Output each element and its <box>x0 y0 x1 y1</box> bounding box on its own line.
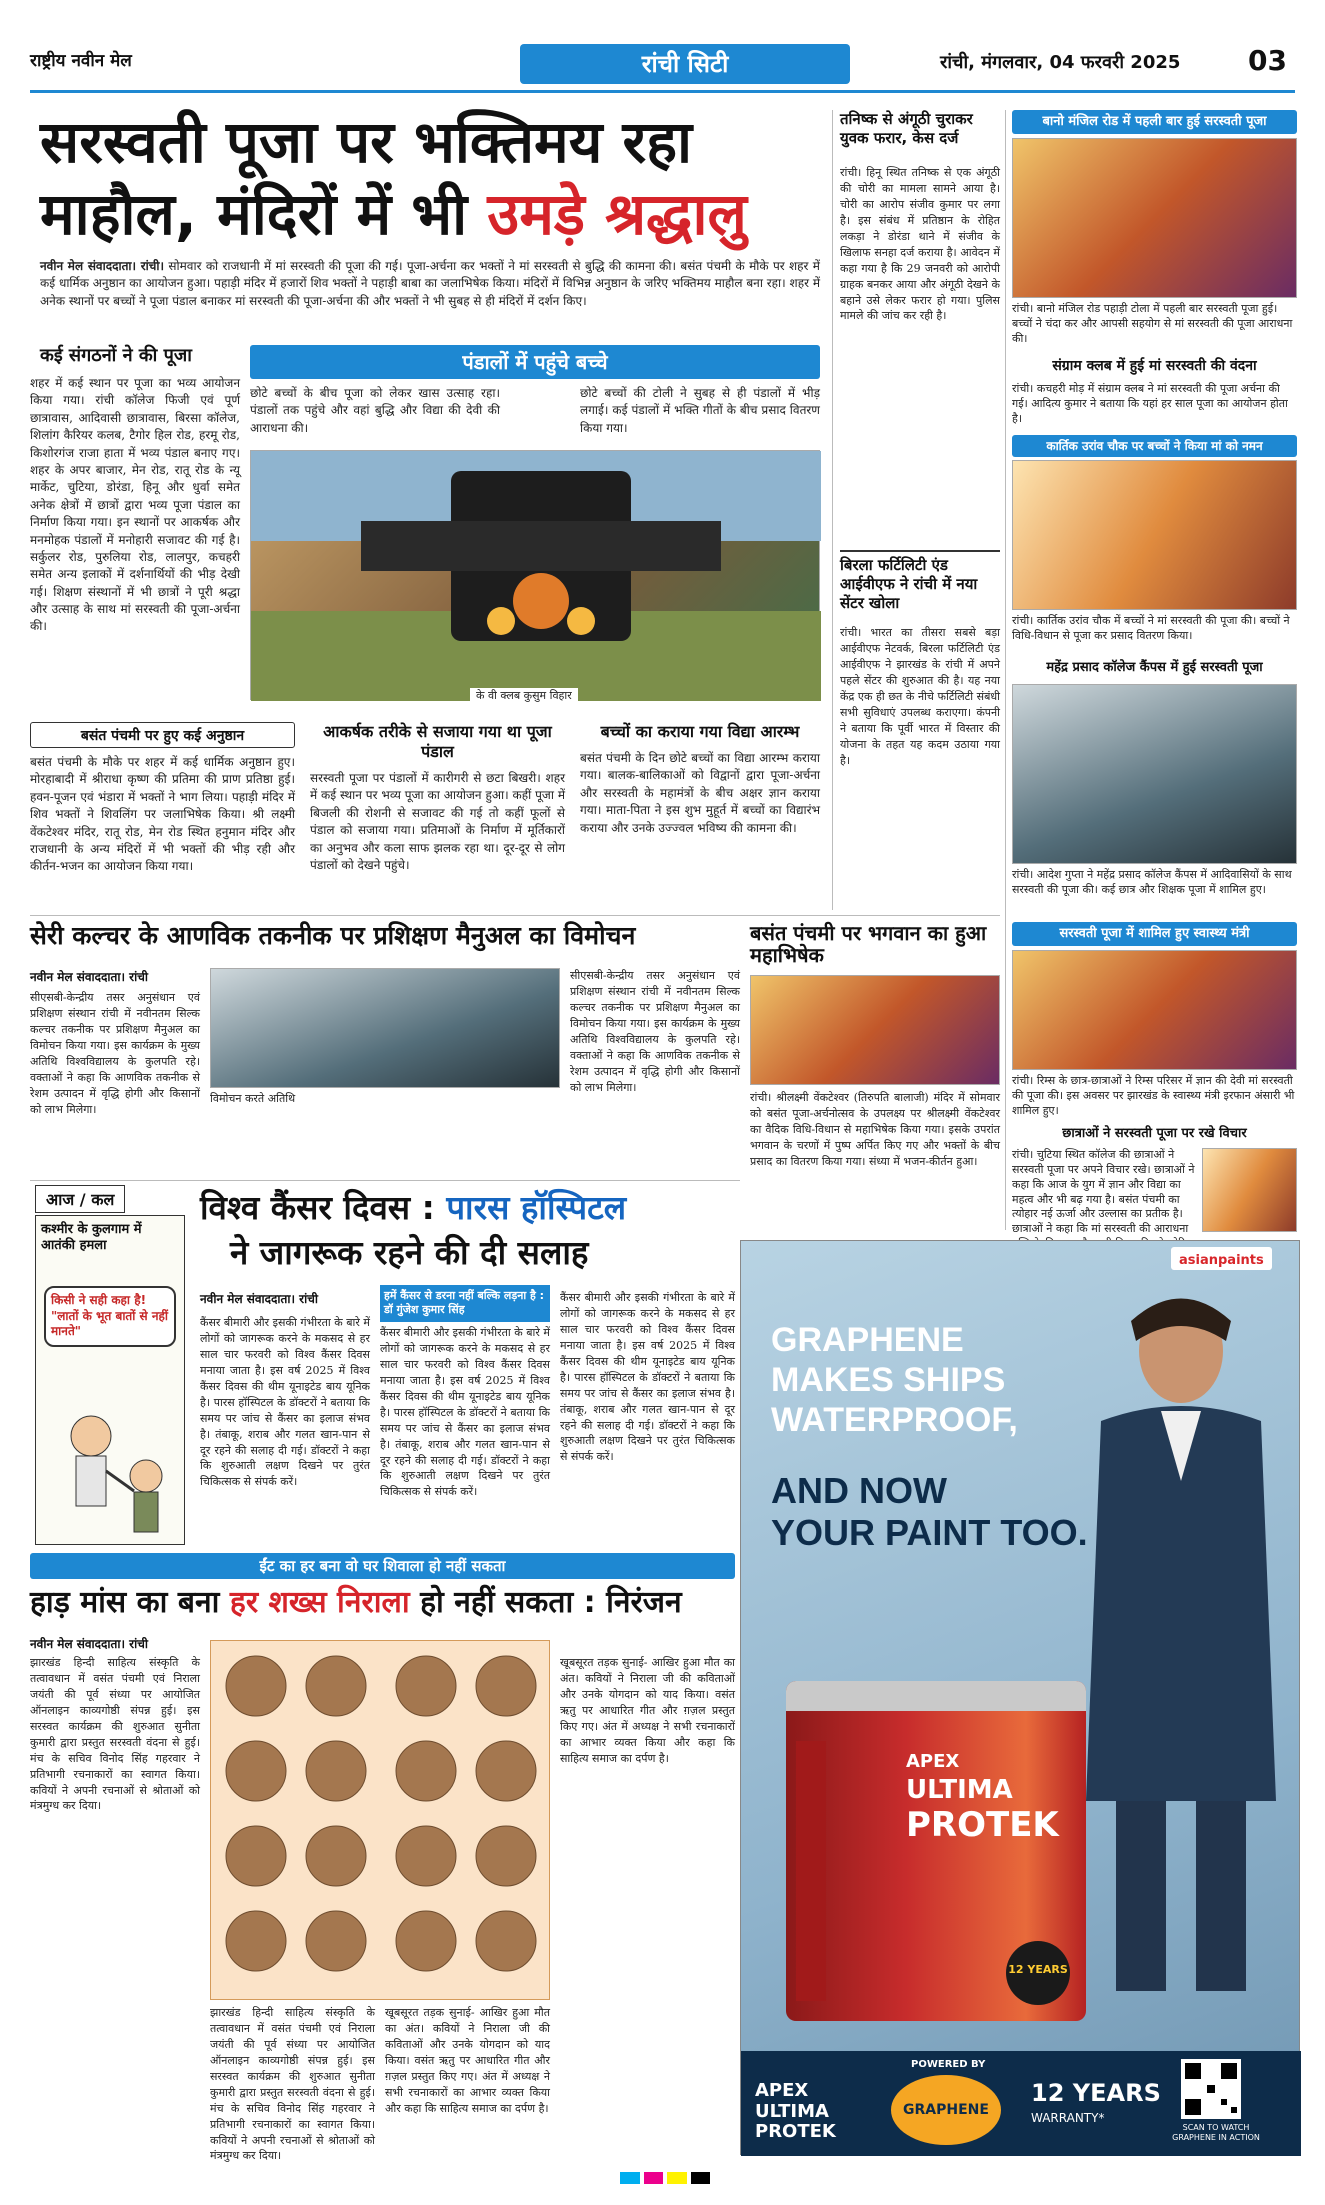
ad-can-protek: PROTEK <box>906 1805 1059 1845</box>
ad-brand: asianpaints <box>1179 1253 1264 1268</box>
niranjan-title-a: हाड़ मांस का बना <box>30 1585 220 1620</box>
issue-date: रांची, मंगलवार, 04 फरवरी 2025 <box>940 52 1181 73</box>
niranjan-text: झारखंड हिन्दी साहित्य संस्कृति के तत्वावधान में वसंत पंचमी एवं निराला जयंती की पूर्व संध्या पर आयोजित ऑनलाइन काव्यगोष्ठी संपन्न हुई। इस सरस्वत कार्यक्रम की शुरुआत सुनीता कुमारी द्वारा प्रस्तुत सरस्वती वंदना से हुई। मंच के सचिव विनोद सिंह गहरवार ने प्रतिभागी रचनाकारों का स्वागत किया। कवियों ने अपनी रचनाओं से श्रोताओं को मंत्रमुग्ध कर दिया। <box>30 1656 200 1813</box>
seri-byline: नवीन मेल संवाददाता। रांची <box>30 970 148 984</box>
ad-line1: GRAPHENE <box>771 1321 964 1359</box>
cartoon-figure <box>46 1406 176 1536</box>
photo4-image <box>1012 684 1297 864</box>
lead-headline-line2a: माहौल, मंदिरों में भी <box>40 180 468 248</box>
photo5-title: सरस्वती पूजा में शामिल हुए स्वास्थ्य मंत्री <box>1012 922 1297 946</box>
niranjan-title-b: हर शख्स निराला <box>229 1585 410 1620</box>
lead-intro-text: सोमवार को राजधानी में मां सरस्वती की पूजा की गई। पूजा-अर्चना कर भक्तों ने मां सरस्वती से बुद्धि की कामना की। बसंत पंचमी के मौके पर शहर में कई धार्मिक अनुष्ठान का आयोजन हुआ। पहाड़ी मंदिर में हजारों शिव भक्तों ने पहाड़ी बाबा का जलाभिषेक किया। मंदिरों में विभिन्न अनुष्ठान के जरिए भक्तिमय माहौल बना रहा। शहर में अनेक स्थानों पर बच्चों ने पूजा पंडाल बनाकर मां सरस्वती की पूजा-अर्चना की और भक्तों ने भी सुबह से ही मंदिरों में दर्शन किए। <box>40 259 820 308</box>
asianpaints-ad[interactable] <box>740 1240 1300 2155</box>
photo4-caption: रांची। आदेश गुप्ता ने महेंद्र प्रसाद कॉलेज कैंपस में आदिवासियों के साथ सरस्वती की पूजा की। कई छात्र और शिक्षक पूजा में शामिल हुए। <box>1012 868 1292 896</box>
lead-sub1-text: शहर में कई स्थान पर पूजा का भव्य आयोजन किया गया। रांची कॉलेज फिजी एवं पूर्ण छात्रावास, आदिवासी छात्रावास, बिरसा कॉलेज, शिलांग कैरियर कलब, टैगोर हिल रोड, हरमू रोड, किशोरगंज राजा हाता में भव्य पंडाल बनाए गए। शहर के अपर बाजार, मेन रोड, रातू रोड के न्यू मार्केट, चुटिया, डोरंडा, हिनू और धुर्वा समेत अनेक क्षेत्रों में छात्रों द्वारा भव्य पूजा पंडाल का निर्माण किया गया। इन स्थानों पर आकर्षक और मनमोहक पंडालों में मनोहारी सजावट की गई है। सर्कुलर रोड, पुरुलिया रोड, लालपुर, कचहरी समेत अन्य इलाकों में दर्शनार्थियों की भीड़ देखी गई। शिक्षण संस्थानों में भी छात्रों ने पूरी श्रद्धा और उत्साह के साथ मां सरस्वती की पूजा-अर्चना की। <box>30 376 240 634</box>
header-rule <box>30 90 1295 93</box>
photo4-title: महेंद्र प्रसाद कॉलेज कैंपस में हुई सरस्वती पूजा <box>1046 660 1263 675</box>
col-c-text: बसंत पंचमी के दिन छोटे बच्चों का विद्या आरम्भ कराया गया। बालक-बालिकाओं को विद्वानों द्वारा पूजा-अर्चना और सरस्वती के महामंत्रों के बीच अक्षर ज्ञान कराया गया। माता-पिता ने इस शुभ मुहूर्त में बच्चों का विद्यारंभ कराया और उनके उज्ज्वल भविष्य की कामना की। <box>580 751 820 835</box>
ad-line5: YOUR PAINT TOO. <box>771 1512 1088 1553</box>
pandal-text-left: छोटे बच्चों के बीच पूजा को लेकर खास उत्साह रहा। पंडालों तक पहुंचे और वहां बुद्धि और विद्या की देवी की आराधना की। <box>250 386 500 435</box>
photo1-title: बानो मंजिल रोड में पहली बार हुई सरस्वती पूजा <box>1012 110 1297 134</box>
cancer-text-col1: कैंसर बीमारी और इसकी गंभीरता के बारे में लोगों को जागरूक करने के मकसद से हर साल चार फरवरी को विश्व कैंसर दिवस मनाया जाता है। इस वर्ष 2025 में विश्व कैंसर दिवस की थीम यूनाइटेड बाय यूनिक है। पारस हॉस्पिटल के डॉक्टरों ने बताया कि समय पर जांच से कैंसर का इलाज संभव है। तंबाकू, शराब और गलत खान-पान से दूर रहने की सलाह दी गई। डॉक्टरों ने कहा कि शुरुआती लक्षण दिखने पर तुरंत चिकित्सक से संपर्क करें। <box>200 1316 370 1489</box>
col-b-text: सरस्वती पूजा पर पंडालों में कारीगरी से छटा बिखरी। शहर में कई स्थान पर भव्य पूजा का आयोजन हुआ। कहीं पूजा में बिजली की रोशनी से सजावट की गई तो कहीं फूलों से पंडाल को सजाया गया। प्रतिमाओं के निर्माण में मूर्तिकारों का अनुभव और कला साफ झलक रहा था। दूर-दूर से लोग पंडालों को देखने पहुंचे। <box>310 771 565 872</box>
ad-footer-graphene-badge: GRAPHENE <box>891 2075 1001 2145</box>
pandal-text-right: छोटे बच्चों की टोली ने सुबह से ही पंडालों में भीड़ लगाई। कई पंडालों में भक्ति गीतों के बीच प्रसाद वितरण किया गया। <box>580 386 820 435</box>
lead-sub1-title: कई संगठनों ने की पूजा <box>40 345 192 366</box>
cartoon-tag: आज / कल <box>35 1185 125 1213</box>
ad-line3: WATERPROOF, <box>771 1401 1018 1439</box>
ad-line4: AND NOW <box>771 1470 947 1511</box>
seri-title: सेरी कल्चर के आणविक तकनीक पर प्रशिक्षण मैनुअल का विमोचन <box>30 921 636 950</box>
black-mark <box>691 2172 711 2184</box>
photo2-title: संग्राम क्लब में हुई मां सरस्वती की वंदना <box>1052 358 1257 374</box>
col-b-title: आकर्षक तरीके से सजाया गया था पूजा पंडाल <box>323 722 552 761</box>
cartoon-panel <box>35 1215 185 1545</box>
qr-code-icon <box>1181 2059 1241 2119</box>
pandal-photo <box>250 450 820 700</box>
photo3-image <box>1012 460 1297 610</box>
basant-photo <box>750 975 1000 1085</box>
cancer-byline: नवीन मेल संवाददाता। रांची <box>200 1292 318 1306</box>
lead-byline: नवीन मेल संवाददाता। रांची। <box>40 259 165 273</box>
cancer-text-col3: कैंसर बीमारी और इसकी गंभीरता के बारे में लोगों को जागरूक करने के मकसद से हर साल चार फरवरी को विश्व कैंसर दिवस मनाया जाता है। इस वर्ष 2025 में विश्व कैंसर दिवस की थीम यूनाइटेड बाय यूनिक है। पारस हॉस्पिटल के डॉक्टरों ने बताया कि समय पर जांच से कैंसर का इलाज संभव है। तंबाकू, शराब और गलत खान-पान से दूर रहने की सलाह दी गई। डॉक्टरों ने कहा कि शुरुआती लक्षण दिखने पर तुरंत चिकित्सक से संपर्क करें। <box>560 1291 735 1464</box>
col-a-title: बसंत पंचमी पर हुए कई अनुष्ठान <box>30 722 295 748</box>
photo2-caption: रांची। कचहरी मोड़ में संग्राम क्लब ने मां सरस्वती की पूजा अर्चना की गई। आदित्य कुमार ने बताया कि यहां हर साल पूजा का आयोजन होता है। <box>1012 382 1288 425</box>
col-c-title: बच्चों का कराया गया विद्या आरम्भ <box>600 722 800 741</box>
section-rule <box>30 915 1000 916</box>
ad-footer-warranty: WARRANTY* <box>1031 2111 1105 2125</box>
ad-line2: MAKES SHIPS <box>771 1361 1006 1399</box>
lead-intro <box>40 258 820 310</box>
pandal-photo-art <box>251 451 821 701</box>
magenta-mark <box>644 2172 664 2184</box>
niranjan-title <box>30 1586 735 1620</box>
cancer-title-a: विश्व कैंसर दिवस : <box>200 1188 435 1227</box>
niranjan-text-col3: खूबसूरत तड़क सुनाई- आखिर हुआ मौत का अंत। कवियों ने निराला जी की कविताओं और उनके योगदान को याद किया। वसंत ऋतु पर आधारित गीत और ग़ज़ल प्रस्तुत किए गए। अंत में अध्यक्ष ने सभी रचनाकारों का आभार व्यक्त किया और कहा कि साहित्य समाज का दर्पण है। <box>385 2006 550 2115</box>
cancer-quote: हमें कैंसर से डरना नहीं बल्कि लड़ना है : डॉ गुंजेश कुमार सिंह <box>380 1285 550 1322</box>
story1-title: तनिष्क से अंगूठी चुराकर युवक फरार, केस दर्ज <box>840 110 973 147</box>
photo3-title: कार्तिक उरांव चौक पर बच्चों ने किया मां को नमन <box>1012 435 1297 457</box>
section-banner: रांची सिटी <box>520 44 850 84</box>
pandal-photo-caption: के वी क्लब कुसुम विहार <box>470 688 578 705</box>
photo3-caption: रांची। कार्तिक उरांव चौक में बच्चों ने मां सरस्वती की पूजा की। बच्चों ने विधि-विधान से पूजा कर प्रसाद वितरण किया। <box>1012 614 1290 642</box>
lead-headline-line1: सरस्वती पूजा पर भक्तिमय रहा <box>40 108 693 176</box>
seri-caption: विमोचन करते अतिथि <box>210 1092 296 1105</box>
col-a-text: बसंत पंचमी के मौके पर शहर में कई धार्मिक अनुष्ठान हुए। मोरहाबादी में श्रीराधा कृष्ण की प्रतिमा की प्राण प्रतिष्ठा हुई। हवन-पूजन एवं भंडारा में भक्तों ने भाग लिया। पहाड़ी मंदिर में शिव भक्तों ने शिवलिंग पर जलाभिषेक किया। श्री लक्ष्मी वेंकटेश्वर मंदिर, रातू रोड, मेन रोड स्थित हनुमान मंदिर और राजधानी के अन्य मंदिरों में भी भक्तों की भीड़ रही और कीर्तन-भजन का आयोजन किया गया। <box>30 755 295 874</box>
cartoon-headline: कश्मीर के कुलगाम में आतंकी हमला <box>41 1222 142 1254</box>
poets-collage-art <box>211 1641 551 2001</box>
story1-text: रांची। हिनू स्थित तनिष्क से एक अंगूठी की चोरी का मामला सामने आया है। चोरी का आरोप संजीव कुमार पर लगा है। इस संबंध में प्रतिष्ठान के रोहित लकड़ा ने डोरंडा थाने में संजीव के खिलाफ सनहा दर्ज कराया है। आवेदन में कहा गया है कि 29 जनवरी को आरोपी ग्राहक बनकर आया और अंगूठी देखने के बहाने उसे लेकर फरार हो गया। पुलिस मामले की जांच कर रही है। <box>840 166 1000 323</box>
photo5-image <box>1012 950 1297 1070</box>
cancer-title-line2: ने जागरूक रहने की दी सलाह <box>230 1233 589 1272</box>
seri-text: सीएसबी-केन्द्रीय तसर अनुसंधान एवं प्रशिक्षण संस्थान रांची में नवीनतम सिल्क कल्चर तकनीक पर प्रशिक्षण मैनुअल का विमोचन किया गया। इस कार्यक्रम के मुख्य अतिथि विश्वविद्यालय के कुलपति रहे। वक्ताओं ने कहा कि आणविक तकनीक से रेशम उत्पादन में वृद्धि होगी और किसानों को लाभ मिलेगा। <box>30 991 200 1116</box>
ad-paint-can <box>786 1681 1086 2021</box>
lead-headline-line2b: उमड़े श्रद्धालु <box>487 180 747 248</box>
seri-text-cont: सीएसबी-केन्द्रीय तसर अनुसंधान एवं प्रशिक्षण संस्थान रांची में नवीनतम सिल्क कल्चर तकनीक पर प्रशिक्षण मैनुअल का विमोचन किया गया। इस कार्यक्रम के मुख्य अतिथि विश्वविद्यालय के कुलपति रहे। वक्ताओं ने कहा कि आणविक तकनीक से रेशम उत्पादन में वृद्धि होगी और किसानों को लाभ मिलेगा। <box>570 969 740 1094</box>
section-rule <box>30 1180 740 1181</box>
ad-footer-product: APEX ULTIMA PROTEK <box>755 2080 836 2143</box>
basant-text: रांची। श्रीलक्ष्मी वेंकटेश्वर (तिरुपति बालाजी) मंदिर में सोमवार को बसंत पूजा-अर्चनोत्सव के उपलक्ष्य पर श्रीलक्ष्मी वेंकटेश्वर का वैदिक विधि-विधान से महाभिषेक किया गया। इसके उपरांत भगवान के चरणों में पुष्प अर्पित किए गए और भक्तों के बीच प्रसाद का वितरण किया गया। संध्या में भजन-कीर्तन हुआ। <box>750 1091 1000 1168</box>
column-divider <box>1005 110 1006 1230</box>
cyan-mark <box>620 2172 640 2184</box>
cartoon-bubble: किसी ने सही कहा है! "लातों के भूत बातों से नहीं मानते" <box>44 1286 176 1347</box>
photo6-text: रांची। चुटिया स्थित कॉलेज की छात्राओं ने सरस्वती पूजा पर अपने विचार रखे। छात्राओं ने कहा कि आज के युग में ज्ञान और विद्या का महत्व और भी बढ़ गया है। बसंत पंचमी का त्योहार नई ऊर्जा और उल्लास का प्रतीक है। छात्राओं ने कहा कि मां सरस्वती की आराधना <box>1012 1148 1195 1236</box>
basant-title: बसंत पंचमी पर भगवान का हुआ महाभिषेक <box>750 921 987 968</box>
ad-can-stripe <box>796 1741 826 2001</box>
pandal-band: पंडालों में पहुंचे बच्चे <box>250 345 820 379</box>
ad-can-years: 12 YEARS <box>1006 1941 1070 2005</box>
niranjan-text-col2: झारखंड हिन्दी साहित्य संस्कृति के तत्वावधान में वसंत पंचमी एवं निराला जयंती की पूर्व संध्या पर आयोजित ऑनलाइन काव्यगोष्ठी संपन्न हुई। इस सरस्वत कार्यक्रम की शुरुआत सुनीता कुमारी द्वारा प्रस्तुत सरस्वती वंदना से हुई। मंच के सचिव विनोद सिंह गहरवार ने प्रतिभागी रचनाकारों का स्वागत किया। कवियों ने अपनी रचनाओं से श्रोताओं को मंत्रमुग्ध कर दिया। <box>210 2006 375 2163</box>
seri-photo <box>210 968 560 1088</box>
ad-qr-code[interactable] <box>1181 2059 1241 2119</box>
photo6-title: छात्राओं ने सरस्वती पूजा पर रखे विचार <box>1062 1126 1247 1141</box>
ad-can-ultima: ULTIMA <box>906 1775 1013 1805</box>
niranjan-byline: नवीन मेल संवाददाता। रांची <box>30 1637 148 1651</box>
niranjan-kicker: ईंट का हर बना वो घर शिवाला हो नहीं सकता <box>30 1553 735 1579</box>
lead-headline-line2 <box>40 182 747 247</box>
ad-brand-logo <box>1171 1247 1272 1270</box>
page-number: 03 <box>1248 44 1287 77</box>
yellow-mark <box>667 2172 687 2184</box>
ad-model-figure <box>1061 1281 1291 2001</box>
ad-footer-scan: SCAN TO WATCH GRAPHENE IN ACTION <box>1172 2123 1260 2142</box>
photo1-image <box>1012 138 1297 298</box>
ad-can-apex: APEX <box>906 1751 960 1772</box>
column-divider <box>832 110 833 910</box>
photo5-caption: रांची। रिम्स के छात्र-छात्राओं ने रिम्स परिसर में ज्ञान की देवी मां सरस्वती की पूजा की। इस अवसर पर झारखंड के स्वास्थ्य मंत्री इरफान अंसारी भी शामिल हुए। <box>1012 1074 1295 1117</box>
ad-footer <box>741 2051 1301 2156</box>
story2-text: रांची। भारत का तीसरा सबसे बड़ा आईवीएफ नेटवर्क, बिरला फर्टिलिटी एंड आईवीएफ ने झारखंड के रांची में अपने पहले सेंटर की शुरुआत की है। यह नया केंद्र एक ही छत के नीचे फर्टिलिटी संबंधी सभी सुविधाएं उपलब्ध कराएगा। कंपनी ने बताया कि पूर्वी भारत में विस्तार की योजना के तहत यह कदम उठाया गया है। <box>840 626 1000 767</box>
photo1-caption: रांची। बानो मंजिल रोड पहाड़ी टोला में पहली बार सरस्वती पूजा हुई। बच्चों ने चंदा कर और आपसी सहयोग से मां सरस्वती की पूजा आराधना की। <box>1012 302 1293 345</box>
niranjan-title-c: हो नहीं सकता : निरंजन <box>420 1585 682 1620</box>
photo6-image <box>1202 1148 1297 1232</box>
cancer-title-b: पारस हॉस्पिटल <box>446 1188 627 1227</box>
cancer-text-col2: कैंसर बीमारी और इसकी गंभीरता के बारे में लोगों को जागरूक करने के मकसद से हर साल चार फरवरी को विश्व कैंसर दिवस मनाया जाता है। इस वर्ष 2025 में विश्व कैंसर दिवस की थीम यूनाइटेड बाय यूनिक है। पारस हॉस्पिटल के डॉक्टरों ने बताया कि समय पर जांच से कैंसर का इलाज संभव है। तंबाकू, शराब और गलत खान-पान से दूर रहने की सलाह दी गई। डॉक्टरों ने कहा कि शुरुआती लक्षण दिखने पर तुरंत चिकित्सक से संपर्क करें। <box>380 1326 550 1499</box>
masthead-brand: राष्ट्रीय नवीन मेल <box>30 51 132 71</box>
poets-collage <box>210 1640 550 2000</box>
cancer-title <box>200 1190 740 1227</box>
ad-can-lid <box>786 1681 1086 1711</box>
registration-marks <box>620 2172 710 2184</box>
ad-footer-powered: POWERED BY <box>911 2059 986 2070</box>
ad-footer-years: 12 YEARS <box>1031 2079 1161 2107</box>
story2-title: बिरला फर्टिलिटी एंड आईवीएफ ने रांची में नया सेंटर खोला <box>840 550 1000 612</box>
niranjan-text-col4: खूबसूरत तड़क सुनाई- आखिर हुआ मौत का अंत। कवियों ने निराला जी की कविताओं और उनके योगदान को याद किया। वसंत ऋतु पर आधारित गीत और ग़ज़ल प्रस्तुत किए गए। अंत में अध्यक्ष ने सभी रचनाकारों का आभार व्यक्त किया और कहा कि साहित्य समाज का दर्पण है। <box>560 1656 735 1765</box>
